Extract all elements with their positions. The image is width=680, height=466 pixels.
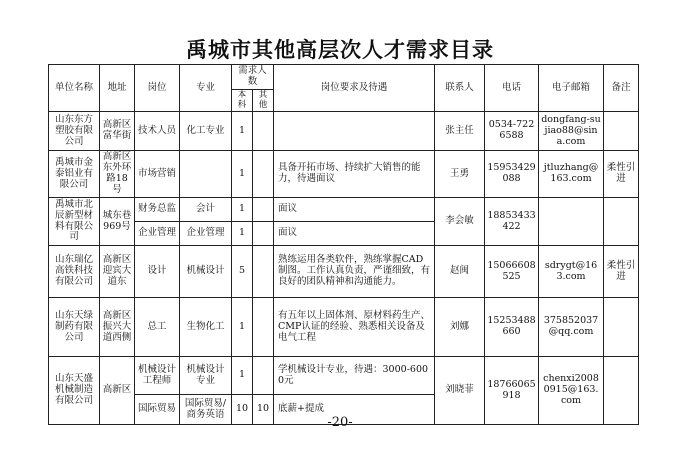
major-cell: 国际贸易/商务英语 (180, 395, 232, 425)
contact-cell: 王勇 (435, 151, 485, 198)
table-row (49, 357, 639, 395)
company-cell: 禹城市北辰新型材料有限公司 (49, 198, 100, 246)
remark-cell: 柔性引进 (604, 151, 639, 198)
other-count-cell (253, 222, 274, 246)
undergrad-count-cell: 10 (232, 395, 253, 425)
major-cell (180, 151, 232, 198)
other-count-cell (253, 298, 274, 357)
other-count-cell (253, 246, 274, 298)
contact-cell: 张主任 (435, 112, 485, 151)
table-row (49, 246, 639, 298)
requirements-cell: 有五年以上固体剂、原材料药生产、CMP认证的经验、熟悉相关设备及电气工程 (274, 298, 435, 357)
page-title: 禹城市其他高层次人才需求目录 (186, 37, 494, 62)
major-cell: 生物化工 (180, 298, 232, 357)
phone-cell: 0534-7226588 (485, 112, 539, 151)
major-cell: 企业管理 (180, 222, 232, 246)
email-cell: dongfang-sujiao88@sina.com (539, 112, 604, 151)
contact-cell: 李会敏 (435, 198, 485, 246)
header-row (49, 65, 639, 90)
email-cell: jtluzhang@163.com (539, 151, 604, 198)
contact-cell: 刘娜 (435, 298, 485, 357)
header-contact: 联系人 (435, 65, 485, 112)
address-cell: 高新区富华街 (100, 112, 135, 151)
position-cell: 市场营销 (135, 151, 180, 198)
talent-demand-table (48, 64, 639, 425)
company-cell: 禹城市金泰铝业有限公司 (49, 151, 100, 198)
email-cell: sdrygt@163.com (539, 246, 604, 298)
phone-cell: 15953429088 (485, 151, 539, 198)
other-count-cell (253, 151, 274, 198)
phone-cell: 15253488660 (485, 298, 539, 357)
phone-cell: 18766065918 (485, 357, 539, 425)
table-row (49, 198, 639, 222)
company-cell: 山东瑞亿高铁科技有限公司 (49, 246, 100, 298)
address-cell: 高新区迎宾大道东 (100, 246, 135, 298)
major-cell: 化工专业 (180, 112, 232, 151)
company-cell: 山东天盛机械制造有限公司 (49, 357, 100, 425)
requirements-cell (274, 112, 435, 151)
header-position: 岗位 (135, 65, 180, 112)
other-count-cell: 10 (253, 395, 274, 425)
contact-cell: 刘晓菲 (435, 357, 485, 425)
company-cell: 山东东方塑胶有限公司 (49, 112, 100, 151)
header-demand-other: 其他 (253, 89, 274, 112)
address-cell: 城东巷969号 (100, 198, 135, 246)
table-row (49, 298, 639, 357)
header-phone: 电话 (485, 65, 539, 112)
requirements-cell: 学机械设计专业，待遇：3000-6000元 (274, 357, 435, 395)
requirements-cell: 面议 (274, 198, 435, 222)
undergrad-count-cell: 1 (232, 222, 253, 246)
requirements-cell: 底薪+提成 (274, 395, 435, 425)
other-count-cell (253, 357, 274, 395)
position-cell: 企业管理 (135, 222, 180, 246)
position-cell: 机械设计工程师 (135, 357, 180, 395)
email-cell (539, 198, 604, 246)
header-remark: 备注 (604, 65, 639, 112)
major-cell: 机械设计 (180, 246, 232, 298)
undergrad-count-cell: 1 (232, 151, 253, 198)
position-cell: 设计 (135, 246, 180, 298)
position-cell: 国际贸易 (135, 395, 180, 425)
header-demand-undergrad: 本科 (232, 89, 253, 112)
header-email: 电子邮箱 (539, 65, 604, 112)
phone-cell: 18853433422 (485, 198, 539, 246)
header-requirements: 岗位要求及待遇 (274, 65, 435, 112)
position-cell: 总工 (135, 298, 180, 357)
header-company: 单位名称 (49, 65, 100, 112)
header-major: 专业 (180, 65, 232, 112)
address-cell: 高新区振兴大道西侧 (100, 298, 135, 357)
undergrad-count-cell: 1 (232, 298, 253, 357)
company-cell: 山东天绿制药有限公司 (49, 298, 100, 357)
header-address: 地址 (100, 65, 135, 112)
position-cell: 财务总监 (135, 198, 180, 222)
requirements-cell: 具备开拓市场、持续扩大销售的能力，待遇面议 (274, 151, 435, 198)
position-cell: 技术人员 (135, 112, 180, 151)
table-row (49, 112, 639, 151)
email-cell: chenxi20080915@163.com (539, 357, 604, 425)
phone-cell: 15066608525 (485, 246, 539, 298)
requirements-cell: 熟练运用各类软件，熟练掌握CAD制图。工作认真负责，严谨细致，有良好的团队精神和沟通能力。 (274, 246, 435, 298)
email-cell: 375852037@qq.com (539, 298, 604, 357)
other-count-cell (253, 198, 274, 222)
undergrad-count-cell: 1 (232, 198, 253, 222)
remark-cell (604, 198, 639, 246)
remark-cell (604, 298, 639, 357)
address-cell: 高新区 (100, 357, 135, 425)
header-demand: 需求人数 (232, 65, 274, 90)
remark-cell (604, 112, 639, 151)
undergrad-count-cell: 5 (232, 246, 253, 298)
remark-cell: 柔性引进 (604, 246, 639, 298)
major-cell: 会计 (180, 198, 232, 222)
contact-cell: 赵闽 (435, 246, 485, 298)
address-cell: 高新区东外环路18号 (100, 151, 135, 198)
page-number: -20- (327, 415, 353, 430)
other-count-cell (253, 112, 274, 151)
major-cell: 机械设计专业 (180, 357, 232, 395)
requirements-cell: 面议 (274, 222, 435, 246)
undergrad-count-cell: 1 (232, 112, 253, 151)
undergrad-count-cell: 1 (232, 357, 253, 395)
table-row (49, 151, 639, 198)
